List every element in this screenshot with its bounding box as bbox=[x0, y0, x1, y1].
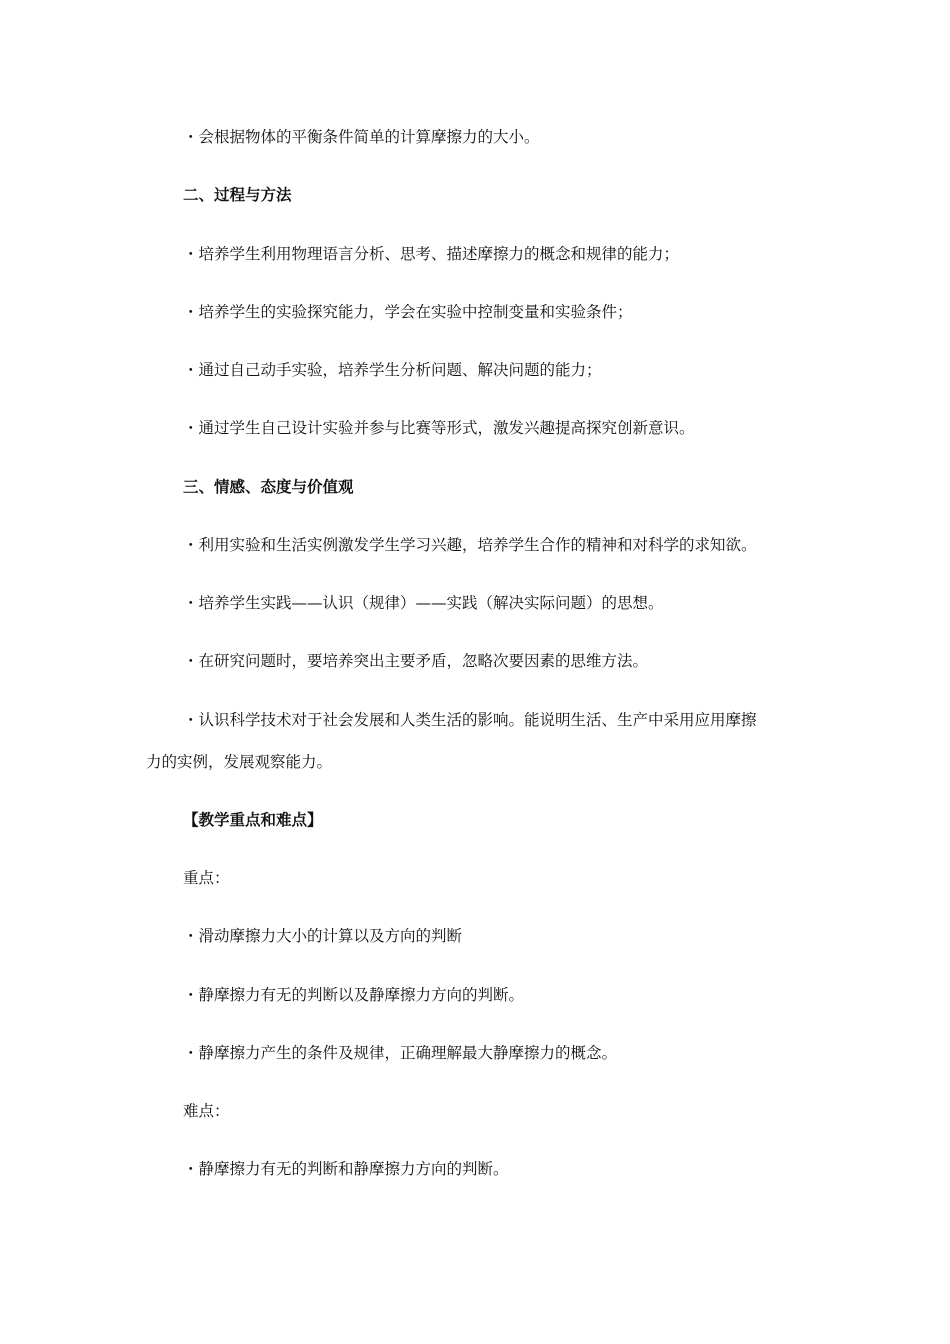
objective-item-design-experiment: ・通过学生自己设计实验并参与比赛等形式，激发兴趣提高探究创新意识。 bbox=[183, 419, 695, 437]
key-points-label: 重点： bbox=[183, 869, 230, 887]
key-point-sliding-friction: ・滑动摩擦力大小的计算以及方向的判断 bbox=[183, 927, 463, 945]
objective-item-main-contradiction: ・在研究问题时，要培养突出主要矛盾，忽略次要因素的思维方法。 bbox=[183, 652, 649, 670]
objective-item-experiment-ability: ・培养学生的实验探究能力，学会在实验中控制变量和实验条件； bbox=[183, 303, 633, 321]
objective-item-practice: ・培养学生实践——认识（规律）——实践（解决实际问题）的思想。 bbox=[183, 594, 664, 612]
section-heading-process-method: 二、过程与方法 bbox=[183, 185, 292, 204]
key-point-static-friction-conditions: ・静摩擦力产生的条件及规律，正确理解最大静摩擦力的概念。 bbox=[183, 1044, 618, 1062]
objective-item-hands-on: ・通过自己动手实验，培养学生分析问题、解决问题的能力； bbox=[183, 361, 602, 379]
objective-item-physics-language: ・培养学生利用物理语言分析、思考、描述摩擦力的概念和规律的能力； bbox=[183, 245, 680, 263]
key-point-static-friction-existence: ・静摩擦力有无的判断以及静摩擦力方向的判断。 bbox=[183, 986, 525, 1004]
objective-item-balance-calculation: ・会根据物体的平衡条件简单的计算摩擦力的大小。 bbox=[183, 128, 540, 146]
objective-item-technology-impact-continued: 力的实例，发展观察能力。 bbox=[146, 753, 333, 771]
difficult-point-static-friction: ・静摩擦力有无的判断和静摩擦力方向的判断。 bbox=[183, 1160, 509, 1178]
objective-item-interest: ・利用实验和生活实例激发学生学习兴趣，培养学生合作的精神和对科学的求知欲。 bbox=[183, 536, 757, 554]
section-heading-emotion-attitude: 三、情感、态度与价值观 bbox=[183, 477, 354, 496]
section-heading-key-difficult-points: 【教学重点和难点】 bbox=[183, 810, 323, 829]
difficult-points-label: 难点： bbox=[183, 1102, 230, 1120]
objective-item-technology-impact: ・认识科学技术对于社会发展和人类生活的影响。能说明生活、生产中采用应用摩擦 bbox=[183, 711, 757, 729]
